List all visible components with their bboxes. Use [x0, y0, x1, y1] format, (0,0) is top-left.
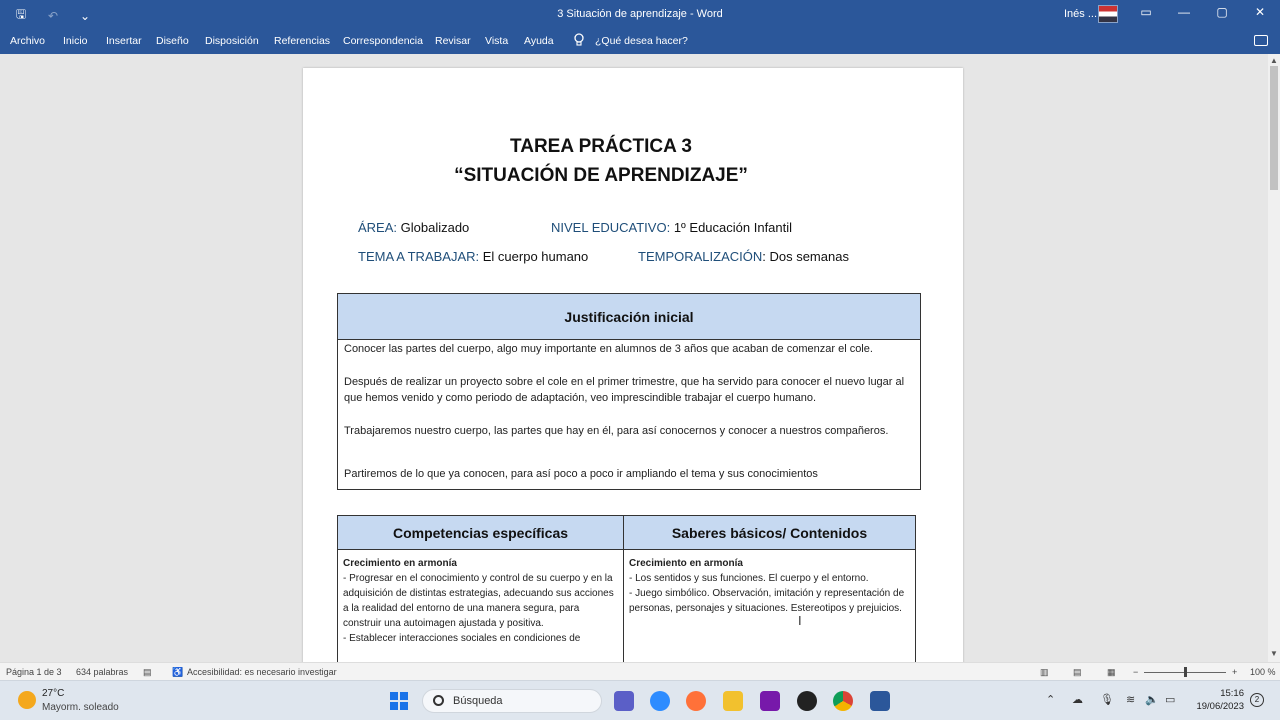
status-bar [0, 662, 1280, 680]
saberes-column [624, 516, 915, 662]
competencias-item-1: - Progresar en el conocimiento y control de su cuerpo y en la adquisición de distintas estrategias, adecuando sus acciones a la realidad del entorno de una manera segura, para construir una autoimagen ajustada y positiva. [343, 573, 614, 629]
search-placeholder: Búsqueda [453, 695, 503, 707]
justificacion-paragraph-2: Después de realizar un proyecto sobre el cole en el primer trimestre, que ha servido para conocer el nuevo lugar al que hemos venido y como periodo de adaptación, veo imprescindible trabajar el cuerpo humano. [344, 376, 905, 405]
area-field [358, 220, 469, 235]
battery-icon[interactable]: ▭ [1165, 694, 1176, 706]
justificacion-paragraph-1: Conocer las partes del cuerpo, algo muy importante en alumnos de 3 años que acaban de comenzar el cole. [344, 343, 873, 355]
web-layout-icon[interactable]: ▦ [1107, 667, 1116, 677]
tema-value: El cuerpo humano [479, 249, 589, 264]
competencias-heading: Competencias específicas [338, 516, 623, 550]
print-layout-icon[interactable]: ▤ [1073, 667, 1082, 677]
zoom-app-icon[interactable] [650, 691, 670, 711]
tab-disposicion[interactable]: Disposición [205, 35, 259, 47]
user-name[interactable]: Inés ... [1064, 8, 1098, 20]
competencias-content [338, 550, 623, 646]
tema-field [358, 249, 588, 264]
competencias-column [338, 516, 624, 662]
saberes-content [624, 550, 915, 616]
document-canvas[interactable] [0, 54, 1268, 662]
saberes-subtitle: Crecimiento en armonía [629, 558, 743, 569]
search-icon [433, 695, 444, 706]
tab-insertar[interactable]: Insertar [106, 35, 142, 47]
notification-badge[interactable]: 2 [1250, 693, 1264, 707]
onenote-icon[interactable] [760, 691, 780, 711]
close-button[interactable]: ✕ [1254, 5, 1266, 19]
tab-referencias[interactable]: Referencias [274, 35, 331, 47]
nivel-label: NIVEL EDUCATIVO: [551, 220, 671, 235]
clock-date: 19/06/2023 [1196, 701, 1244, 712]
temporalizacion-field [638, 249, 849, 264]
tell-me-search[interactable]: ¿Qué desea hacer? [595, 35, 688, 47]
comments-icon[interactable] [1254, 35, 1268, 46]
weather-sun-icon[interactable] [18, 691, 36, 709]
show-hidden-icons-icon[interactable]: ⌃ [1046, 694, 1056, 706]
obs-icon[interactable] [797, 691, 817, 711]
proofing-icon[interactable]: ▤ [143, 667, 152, 677]
competencias-subtitle: Crecimiento en armonía [343, 558, 457, 569]
customize-qat-icon[interactable]: ⌄ [79, 8, 91, 23]
tab-archivo[interactable]: Archivo [10, 35, 46, 47]
scroll-down-icon[interactable]: ▼ [1270, 649, 1278, 658]
firefox-icon[interactable] [686, 691, 706, 711]
justificacion-heading: Justificación inicial [338, 294, 920, 340]
nivel-value: 1º Educación Infantil [670, 220, 793, 235]
scrollbar-thumb[interactable] [1270, 66, 1278, 190]
text-cursor-icon: I [798, 613, 802, 628]
window-title: 3 Situación de aprendizaje - Word [557, 8, 723, 20]
title-bar [0, 0, 1280, 28]
volume-icon[interactable]: 🔈 [1145, 694, 1159, 706]
weather-description[interactable]: Mayorm. soleado [42, 702, 119, 713]
competencias-item-2: - Establecer interacciones sociales en condiciones de [343, 633, 581, 644]
temporalizacion-label: TEMPORALIZACIÓN [638, 249, 763, 264]
taskbar [0, 680, 1280, 720]
teams-icon[interactable] [614, 691, 634, 711]
maximize-button[interactable]: ▢ [1216, 5, 1228, 19]
zoom-level[interactable]: 100 % [1250, 667, 1276, 677]
word-icon[interactable] [870, 691, 890, 711]
chrome-icon[interactable] [833, 691, 853, 711]
justificacion-paragraph-4: Partiremos de lo que ya conocen, para así poco a poco ir ampliando el tema y sus conocimientos [344, 468, 818, 480]
tab-ayuda[interactable]: Ayuda [524, 35, 554, 47]
zoom-slider-thumb[interactable] [1184, 667, 1187, 677]
tab-vista[interactable]: Vista [485, 35, 509, 47]
vertical-scrollbar[interactable] [1268, 54, 1280, 662]
wifi-icon[interactable]: ≋ [1126, 694, 1136, 706]
temporalizacion-value: : Dos semanas [762, 249, 849, 264]
file-explorer-icon[interactable] [723, 691, 743, 711]
read-mode-icon[interactable]: ▥ [1040, 667, 1049, 677]
justificacion-table [337, 293, 921, 490]
justificacion-paragraph-3: Trabajaremos nuestro cuerpo, las partes que hay en él, para así conocernos y conocer a nuestros compañeros. [344, 425, 889, 437]
undo-icon[interactable]: ↶ [47, 8, 59, 23]
accessibility-status[interactable]: Accesibilidad: es necesario investigar [187, 667, 337, 677]
doc-title-line1: TAREA PRÁCTICA 3 [510, 136, 692, 157]
network-sync-icon[interactable]: ☁ [1072, 694, 1083, 706]
ribbon-display-icon[interactable]: ▭ [1140, 5, 1152, 19]
area-label: ÁREA: [358, 220, 398, 235]
document-page[interactable] [303, 68, 963, 662]
nivel-field [551, 220, 792, 235]
saberes-item-1: - Los sentidos y sus funciones. El cuerpo y el entorno. [629, 573, 869, 584]
tab-inicio[interactable]: Inicio [63, 35, 88, 47]
start-button[interactable] [390, 692, 408, 710]
avatar[interactable] [1098, 5, 1118, 23]
tab-diseno[interactable]: Diseño [156, 35, 189, 47]
lightbulb-icon [573, 33, 585, 47]
weather-temperature[interactable]: 27°C [42, 688, 65, 699]
minimize-button[interactable]: — [1178, 5, 1190, 19]
area-value: Globalizado [397, 220, 470, 235]
saberes-item-2: - Juego simbólico. Observación, imitación y representación de personas, personajes y situaciones. Estereotipos y prejuicios. [629, 588, 905, 614]
tema-label: TEMA A TRABAJAR: [358, 249, 480, 264]
word-count[interactable]: 634 palabras [76, 667, 129, 677]
taskbar-search[interactable] [422, 689, 602, 713]
page-count[interactable]: Página 1 de 3 [6, 667, 62, 677]
save-icon[interactable]: 🖫 [15, 7, 27, 21]
doc-title-line2: “SITUACIÓN DE APRENDIZAJE” [454, 165, 748, 186]
clock[interactable] [1196, 687, 1244, 713]
tab-correspondencia[interactable]: Correspondencia [343, 35, 423, 47]
tab-revisar[interactable]: Revisar [435, 35, 471, 47]
competencias-table [337, 515, 916, 662]
scroll-up-icon[interactable]: ▲ [1270, 56, 1278, 65]
zoom-in-icon[interactable]: + [1232, 667, 1238, 677]
microphone-icon[interactable]: 🎙 [1100, 694, 1114, 706]
saberes-heading: Saberes básicos/ Contenidos [624, 516, 915, 550]
clock-time: 15:16 [1220, 688, 1244, 699]
zoom-out-icon[interactable]: − [1133, 667, 1139, 677]
accessibility-icon[interactable]: ♿ [172, 667, 184, 677]
ribbon-tabs [0, 28, 1280, 54]
